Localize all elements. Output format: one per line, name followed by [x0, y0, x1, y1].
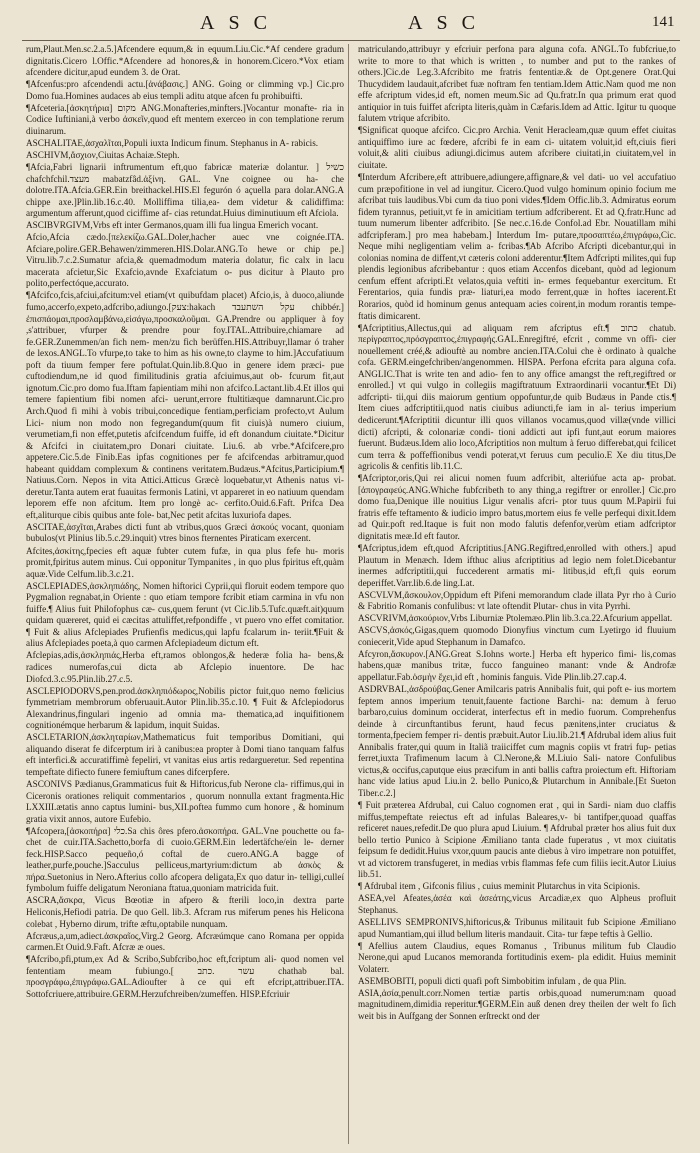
right-column	[358, 44, 676, 1144]
entry-paragraph: Afcio,Afcia cædo.[πελεκίζω.GAL.Doler,hacher auec vne coignée.ITA. Afciare,polire.GER.Behawen/zimmeren.HIS.Dolar.ANG.To hewe or chip pe.] Vitru.lib.7.c.2.Sumatur afcia,& quemadmodum materia dolatur, fic calx in lacu macerata afcietur,Sic Exafcio,avnde Exafciatum o- pus dicitur à Plauto pro polito,perfectóque,accurato.	[26, 232, 344, 289]
entry-paragraph: ASCHALITAE,ἀσχαλῖται,Populi iuxta Indicum finum. Stephanus in A- rabicis.	[26, 137, 319, 148]
entry-paragraph: ASCVLVM,ἄσκουλον,Oppidum eft Pifeni memorandum clade illata Pyr rho à Curio & Fabritio Romanis confulibus: vt late oftendit Plutar- chus in vita Pyrrhi.	[358, 589, 676, 612]
entry-paragraph: ASELLIVS SEMPRONIVS,hiftoricus,& Tribunus militauit fub Scipione Æmiliano apud Numantiam,qui illud bellum literis mandauit. Cita- tur fæpe teftis à Gellio.	[358, 917, 676, 939]
entry-paragraph: ¶Afcenfus:pro afcendendi actu.[ἀνάβασις.] ANG. Going or climming vp.] Cic.pro Domo fua.Homines audaces ab eius templi aditu atque afcen fu prohibuifti.	[26, 79, 344, 101]
entry-paragraph: ASCVS,ἀσκός,Gigas,quem quomodo Dionyfius vinctum cum Lyetirgo id fluuium coniecerit,Vide apud Stephanum in Damafco.	[358, 625, 676, 647]
entry-paragraph: ASCRA,ἄσκρα, Vicus Bœotiæ in afpero & fterili loco,in dextra parte Heliconis,Hefiodi patria. De quo Gell. lib.3. Afcram rus miferum penes his Helicona colebat , Hyberno dirum, trifte æftu,optabile nunquam.	[26, 895, 344, 929]
entry-paragraph: ASCLETARION,ἀσκληταρίων,Mathematicus fuit temporibus Domitiani, qui aliquando diserat fe difcerptum iri à canibus:ea propter à Domi tiano tanquam falfus eft interfici.& accuratiffimè fepeliri, vt vanitas eius artis redargueretur. Sed repentina tempeftate difiecto funere femiuftum canes difcerpfere.	[26, 732, 344, 777]
column-divider	[348, 44, 349, 1144]
running-head-right: ASC	[408, 12, 489, 34]
entry-paragraph: rum,Plaut.Men.sc.2.a.5.]Afcendere equum,& in equum.Liu.Cic.*Af cendere gradum dignitatis.Cicero l.Offic.*Afcendere ad honores,& in honorem.Cicero.*Vox etiam afcendere dicitur,apud eundem 3. de Orat.	[26, 44, 344, 78]
entry-paragraph: ASCHIVM,ἄσχιον,Ciuitas Achaiæ.Steph.	[26, 149, 180, 160]
entry-paragraph: ¶Interdum Afcribere,eft attribuere,adiungere,affignare,& vel dati- uo vel accufatiuo cum præpofitione in vel ad iungitur. Cicero.Quod vulgo hominum opinio focium me afcribat tuis laudibus.Vbi cum da tiuo poni vides.¶Idem Offic.lib.3. Admiratus eorum fidem tyrannus, petiuit,vt fe in amicitiam tertium adfcriberent. Et ad Q.fratr.Hunc ad tuum numerum libenter adfcribito. [Se nec.c.16.de Confol.ad Ebr. Nouatillam mihi adfcripferam.] pro mea habebam.] Interdum Im- putare,προσαπτέω,ἐπιγράφω,Cic. Neque mihi negligentiam velim a- fcribas.¶Ab Afcribo Afcripti dicebantur,qui in colonias nomina de diffent,vt cæteris coloni adderentur.¶Item Adfcripti milites,qui fup plendis legionibus afcribebantur : quos etiam Accenfos dicebant, quòd ad legionum cenfum effent afcripti.Et velatos,quia veftiti in- ermes fequebantur exercitum. Et Ferentarios, quia fundis præ- liaturi,ea modo ferrent,quæ in hoftes iacerent.Et Rorarios, quòd id hominum genus antequam acies coirent,in modum rorantis tempe- ftatis dimicarent.	[358, 172, 676, 321]
entry-paragraph: ¶Afcribo,pfi,ptum,ex Ad & Scribo,Subfcribo,hoc eft,fcriptum ali- quod nomen vel fententiam meam fubiungo.[ עשר .כתב chathab bal. προσγράφω,ἐπιγράφω.GAL.Adioufter à ce qui eft efcript,attribuer.ITA. Sottofcriuere,attribuire.GERM.Herzufchreiben/zumeffen. HISP.Efcriuir	[26, 954, 344, 999]
entry-paragraph: ¶Afcifco,fcis,afciui,afcitum:vel etiam(vt quibufdam placet) Afcio,is, à duoco,aliunde fumo,accerfo,expeto,adfcribo,adiungo.[צעק:hakach עקל השתעבד chibbér.] ἐπισπάομαι,προσλαμβάνω,εἰσάγω,προσκαλοῦμαι. GA.Prendre ou appliquer à foy ,s'attribuer, vfurper & prendre pour foy.ITAL.Attribuire,chiamare ad fe.GER.Zunemmen/an fich nem- men/zu fich berüffen.HIS.Attribuyr,llamar ó traher de lexos.ANGL.To vfurpe,to take to him as his owne,to clayme to him.]Accufatiuum poft da tiuum femper fere poftulat.Quin.lib.8.Quo in genere idem præci- pue cuftodiendum,ne id quod fimilitudinis gratia afciuimus,aut ob- fcurum fit,aut ignotum.Cic.pro domo fua.Iftam fapientiam mihi non afcifco.Lactant.lib.4.Et illos qui temere fapientium fibi nomen afci- uerunt,errore ftultitiæque damnarunt.Cic.pro Arch.Quod fi mihi à vobis tribui,concedique fentiam,perficiam profecto,vt Aulum Lici- nium non modo non fegregandum(quum fit ciuis)à numero ciuium, verumetiam,fi non effet,putetis afcifcendum fuiffe, id eft donandum ciuitate.*Dicitur & Afcifci in ciuitatem,pro Donari ciuitate. Liu.6. ab vrbe.*Afcifcere,pro appetere.Cic.5.de Finib.Eas ipfas cognitiones per fe afcifcendas arbitramur,quod habeant quiddam complexum & continens veritatem.Budæus.*Afcitus,Participium.¶ Natiuus.Corn. Nepos in vita Attici.Atticus Græcè loquebatur,vt Athenis natus vi- deretur.Tanta autem erat fuauitas fermonis Latini, vt appareret in eo natiuum quendam leporem effe non afcitum. Item pro longè ac- cerfito.Ouid.6.Faft. Prifca Dea eft,aliturque cibis quibus ante fole- bat,Nec petit afcitas luxuriofa dapes.	[26, 290, 344, 520]
entry-paragraph: ¶Afcriptor,oris,Qui rei alicui nomen fuum adfcribit, alteriúfue acta ap- probat.[ἀπογραφεύς.ANG.Whiche fubfcribeth to any thing,a regiftrer or enroller.] Cic.pro domo fua,Denique ille nouitius Ligur venalis afcri- ptor tuus quum M.Papirii fui fratris effe teftamento & iudicio impro batus,mortem eius fe velle perfequi dixit.Idem ad Quir.poft red.Itaque is fuit non modo falutis defenfor,verùm etiam adfcriptor dignitatis meæ.Id eft fautor.	[358, 473, 676, 541]
entry-paragraph: matriculando,attribuyr y efcriuir perfona para alguna cofa. ANGL.To fubfcriue,to write to more to that which is written , to number and put to the rankes of others.]Cic.de Leg.3.Afcribito me fratris fententiæ.& de Opt.genere Orat.Qui Thucydidem laudauit,afcribet fuæ noftram fen tentiam.Idem Attic.Nam quod me non effe afcriptum vides,id eft, nomen meum.Sic ad Qu.fratr.In qua primum erat quod antiquior in tuis fuiffet afcripta literis,quàm in Cæfaris.Idem ad Attic. Igitur tu quoque falutem vtrique afcribito.	[358, 44, 676, 124]
entry-paragraph: ASCONIVS Pædianus,Grammaticus fuit & Hiftoricus,fub Nerone cla- riffimus,qui in Ciceronis orationes reliquit commentarios , quorum nonnulla extant fragmenta.Hic LXXIII.ætatis anno captus lumini- bus,XII.poftea fummo cum honore , & hominum gratia vixit annos, autore Eufebio.	[26, 778, 344, 824]
entry-paragraph: ¶Afcopera,[ἀσκοπήρα] כלי.Sa chis ôres pfero.ἀσκοπήρα. GAL.Vne pouchette ou fa- chet de cuir.ITA.Sachetto,borfa di cuoio.GERM.Ein ledertäfche/ein le- derner feck.HISP.Sacco pequeño,ó coftal de cuero.ANG.A bagge of leather,purfe,pouche.]Sacculus pelliceus,martyrium:dictum ab ἀσκὸς & πήρα.Suetonius in Nero.Afterius collo afcopera deligata,Ex quo datur in- telligi,culleí fymbolum fuiffe deligatum Neroniana ftatua,quoniam matricida fuit.	[26, 825, 344, 894]
entry-paragraph: Afcites,ἀσκίτης,fpecies eft aquæ fubter cutem fufæ, in qua plus fefe hu- moris promit,fpiritus autem minus. Cui opponitur Tympanites , in quo plus fpiritus eft,quàm aquæ.Vide Celfum.lib.3.c.21.	[26, 545, 344, 579]
entry-paragraph: ASEMBOBITI, populi dicti quafi poft Simbobitim infulam , de qua Plin.	[358, 975, 627, 986]
entry-paragraph: ASIA,ἀσία,penult.corr.Nomen tertiæ partis orbis,quoad numerum:nam quoad magnitudinem,dimidia reperitur.¶GERM.Ein auß denen drey theilen der welt fo ſich weit bis in Auſfgang der Sonnen erſtreckt ond der	[358, 987, 676, 1021]
entry-paragraph: ASCITAE,ἀσχῖται,Arabes dicti funt ab vtribus,quos Græci ἀσκούς vocant, quoniam bubulos(vt Plinius lib.5.c.29.inquit) vtres binos fternentes Piraticam exercent.	[26, 521, 344, 544]
entry-paragraph: Afclepias,adis,ἀσκληπιάς,Herba eft,ramos oblongos,& hederæ folia ha- bens,& radices numerofas,cui dicta ab Afclepio inuentore. De hac Diofcd.3.c.95.Plin.lib.27.c.5.	[26, 650, 344, 684]
entry-paragraph: ASDRVBAL,ἀσδρούβας.Gener Amilcaris patris Annibalis fuit, qui poft e- ius mortem feptem annos imperium tenuit,fauente factione Barchi- na: demum à feruo barbaro,cuius dominum occiderat, interfectus eft in medio fuorum. Comprehenfus deinde à circunftantibus ferunt, haud fecus pænitens,inter cruciatus & tormenta,fpeciem femper ri- dentis præbuit.Autor Liu.lib.21.¶ Afdrubal idem alius fuit Annibalis frater,qui quum in Italiã traiiciffet cum magnis copiis vt fratri fup- petias ferret,iuxta Trafimenum lacum à Cl.Nerone,& M.Liuio Sali- natore Confulibus victus,& occifus,caputque eius præcifum in anti ballis caftra proiectum eft. Hiftoriam hanc vide latius apud Liu.in 2. bello Punico,& Plutarchum in Annibale.[Et Sueton Tiber.c.2.]	[358, 684, 676, 798]
entry-paragraph: ¶ Fuit præterea Afdrubal, cui Caluo cognomen erat , qui in Sardi- niam duo claffis miffus,tempeftate reiectus eft ad infulas Baleares,v- bi tantifper,quoad quaffas reficeret naues,refedit.De quo plura apud Liuium. ¶ Afdrubal præter hos alius fuit dux bello tertio Punico à Scipione Æmiliano tanta clade fuperatus , vt mox ciuitatis feipsum fe dedidit.Huius vxor,quum paucis ante diebus à viro impetrare non potuiffet, vt ad victorem transfugeret, in medias vrbis flammas fefe cum filiis iecit.Autor Liuius lib.51.	[358, 800, 676, 880]
entry-paragraph: ¶Significat quoque afcifco. Cic.pro Archia. Venit Heracleam,quæ quum effet ciuitas antiquiffimo iure ac fœdere, afcribi fe in eam ci- uitatem voluit,id eft,ciuis fieri voluit,& aliti ciuibus adiungi.dicimus autem afcribere ciuitati,in ciuitatem,vel in ciuitate.	[358, 125, 676, 170]
entry-paragraph: ASCLEPIODORVS,pen.prod.ἀσκληπιόδωρος,Nobilis pictor fuit,quo nemo fœlicius fymmetriam membrorum obferuauit.Autor Plin.lib.35.c.10. ¶ Fuit & Afclepiodorus Alexandrinus,fingulari ingenio ad omnia ma- thematica,ad inquifitionem cognitionémque herbarum & lapidum, inquit Suidas.	[26, 685, 344, 731]
entry-paragraph: ASCIBVRGIVM,Vrbs eft inter Germanos,quam illi fua lingua Emerich vocant.	[26, 220, 319, 231]
entry-paragraph: Afcræus,a,um,adiect.ἀσκραῖος,Virg.2 Georg. Afcræúmque cano Romana per oppida carmen.Et Ouid.9.Faft. Afcræ æ oues.	[26, 930, 344, 953]
entry-paragraph: ¶Afcia,Fabri lignarii inftrumentum eft,quo fabricæ materiæ dolantur. ] כשיל chafchfchil.מעצד mabatzfâd.ἀξίνη. GAL. Vne coignee ou ha- che dolotre.ITA.Afcia.GER.Ein breithackel.HIS.El fegurón ó açuella para dolar.ANG.A chippe axe.]Plin.lib.16.c.40. Molliffima tilia,ea- dem videtur & calidiffima: argumentum afferunt,quod ciciffime af- cias retundat.Huius diminutiuum eft Afciola.	[26, 161, 344, 219]
entry-paragraph: ASEA,vel Afeates,ἀσέα καὶ ἀσεάτης,vicus Arcadiæ,ex quo Alpheus profluit Stephanus.	[358, 893, 676, 915]
entry-paragraph: ¶ Afellius autem Claudius, eques Romanus , Tribunus militum fub Claudio Nerone,qui apud Lucanos memoranda fortitudinis exem- pla edidit. Huius meminit Volaterr.	[358, 940, 676, 974]
entry-paragraph: ¶Afceteria.[ἀσκητήρια] מקום ANG.Monafteries,minfters.]Vocantur monafte- ria in Codice Iuftiniani,à verbo ἀσκεῖν,quod eft mentem exerceo in con templatione rerum diuinarum.	[26, 102, 344, 136]
running-head-left: ASC	[200, 12, 281, 34]
header-rule	[22, 40, 680, 41]
entry-paragraph: ¶Afcriptus,idem eft,quod Afcriptitius.[ANG.Regiftred,enrolled with others.] apud Plautum in Menæch. Idem ifthuc alius afcriptitius ad legio nem folet.Dicebantur inermes adfcriptitii,qui fuccederent armatis mi- litibus,id eft,fi quis eorum deperiffet.Varr.lib.6.de ling.Lat.	[358, 543, 676, 588]
left-column	[26, 44, 344, 1144]
entry-paragraph: ¶ Afdrubal item , Gifconis filius , cuius meminit Plutarchus in vita Scipionis.	[358, 881, 641, 892]
entry-paragraph: ¶Afcriptitius,Allectus,qui ad aliquam rem afcriptus eft.¶ כתוב chatub. περίγραπτος,πρόσγραπτος,ἐπιγραφής.GAL.Enregiftré, efcrit , comme vn offi- cier nouellement créé,& adiouftè au nombre ancien.ITA.Colui che è ordinato à qualche cofa. GERM.eingefchriben/angenommen. HISPA. Perfona efcrita para alguna cofa. ANGLIC.That is write ten and adio- fen to any office amangst the reft,regiftred or enrolled.] vt qui vulgo in collegiis magiftratuum Extraordinarii vocantur.¶Et Di) adfcripti- tii,qui diis maiorum gentium oppofuntur,de quib Budæus in Pande ctis.¶ Item ciues adfcriptitii,quod natis ciuibus adiuncti,fe iam in al- terius imperium dedicerunt.¶Afcriptitii dicuntur illi quos villanos vocamus,quod villæ(vnde villici dicti) afcripti, & colonariæ condi- tioni addicti aut ipfi funt,aut eorum maiores fuerunt. Budæus.Idem alio loco,Afcriptitios non multum à feruo differebat,qui fcilicet cum terra & poffeffionibus vendi poterat,vt feruus cum peculio.E Xe diu titus,De agricolis & cenfitis lib.11.C.	[358, 322, 676, 472]
page-number: 141	[652, 14, 675, 30]
entry-paragraph: Afcyron,ἄσκυρον.[ANG.Great S.Iohns worte.] Herba eft hyperico fimi- lis,comas habens,quæ manibus tritæ, fucco fanguineo manant: vnde & Androfæ appellatur.Fab.ὁσμὴν ἔχει,id eft , hominis fanguis. Vide Plin.lib.27.cap.4.	[358, 648, 676, 683]
entry-paragraph: ASCVRIVM,ἀσκούριον,Vrbs Liburniæ Ptolemæo.Plin lib.3.ca.22.Afcurium appellat.	[358, 613, 673, 624]
entry-paragraph: ASCLEPIADES,ἀσκληπιάδης, Nomen hiftorici Cyprii,qui floruit eodem tempore quo Pygmalion regnabat,in Oriente : quo etiam tempore fcribit etiam carmina in vfu non fuiffe.¶ Alius fuit Philofophus cæ- cus,quem ferunt (vt Cic.lib.5.Tufc.quæft.ait)quum quidam quæreret, quid ei cæcitas attuliffet,refpondiffe , vt puero vno effet comitatior. ¶ Fuit & alius Afclepiades Prufienfis medicus,qui lapfu fcalarum in- teriit.¶Fuit & alius Afclepiades poeta,à quo carmen Afclepiadeum dictum eft.	[26, 580, 344, 649]
